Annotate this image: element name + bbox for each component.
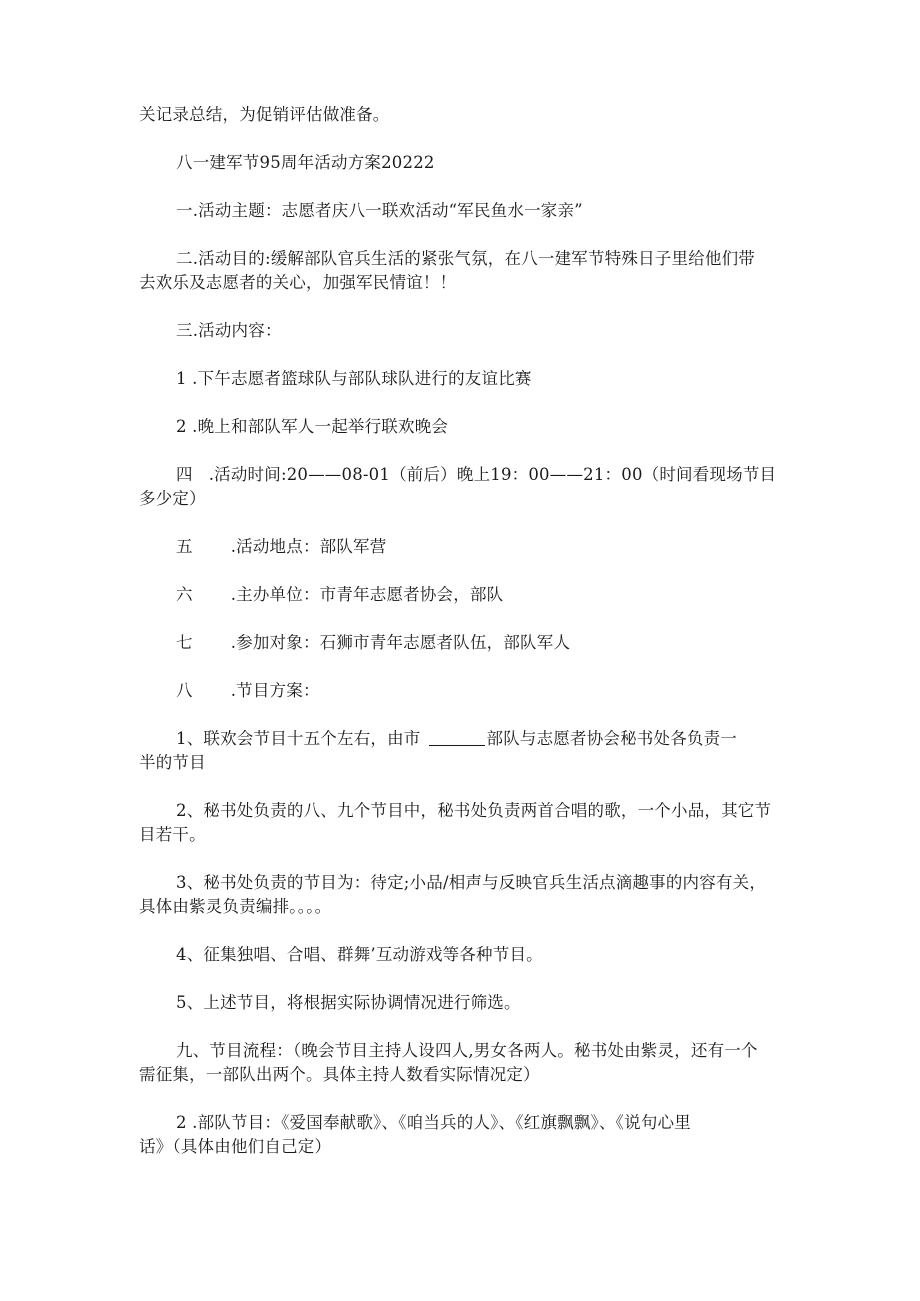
program-item-text: 部队与志愿者协会秘书处各负责一 bbox=[486, 729, 737, 748]
section-organizer bbox=[176, 584, 503, 606]
section-number: 六 bbox=[176, 585, 193, 604]
section-text: .节目方案： bbox=[230, 681, 320, 700]
section-purpose-line2: 去欢乐及志愿者的关心，加强军民情谊！！ bbox=[139, 273, 457, 292]
content-item-1: 1 .下午志愿者篮球队与部队球队进行的友谊比赛 bbox=[176, 369, 532, 388]
program-item-text: 1、联欢会节目十五个左右，由市 bbox=[176, 729, 421, 748]
section-number: 八 bbox=[176, 681, 193, 700]
section-venue bbox=[176, 536, 386, 558]
troop-program-line2: 话》（具体由他们自己定） bbox=[139, 1137, 332, 1156]
section-program bbox=[176, 680, 320, 702]
section-text: .参加对象：石狮市青年志愿者队伍，部队军人 bbox=[230, 633, 571, 652]
section-purpose-line1: 二.活动目的:缓解部队官兵生活的紧张气氛，在八一建军节特殊日子里给他们带 bbox=[176, 249, 756, 268]
section-text: .活动时间:20——08-01（前后）晚上19：00——21：00（时间看现场节目 bbox=[208, 465, 777, 484]
program-item-5: 5、上述节目，将根据实际协调情况进行筛选。 bbox=[176, 993, 521, 1012]
section-flow-line2: 需征集，一部队出两个。具体主持人数看实际情况定） bbox=[139, 1065, 540, 1084]
paragraph-continuation: 关记录总结，为促销评估做准备。 bbox=[139, 105, 390, 124]
program-item-2-line2: 目若干。 bbox=[139, 825, 206, 844]
section-flow-line1: 九、节目流程：（晚会节目主持人设四人,男女各两人。秘书处由紫灵，还有一个 bbox=[176, 1041, 758, 1060]
fill-in-blank bbox=[429, 729, 485, 746]
troop-program-line1: 2 .部队节目：《爱国奉献歌》、《咱当兵的人》、《红旗飘飘》、《说句心里 bbox=[176, 1113, 691, 1132]
section-number: 七 bbox=[176, 633, 193, 652]
program-item-3-line1: 3、秘书处负责的节目为：待定;小品/相声与反映官兵生活点滴趣事的内容有关， bbox=[176, 873, 767, 892]
program-item-1-line2: 半的节目 bbox=[139, 753, 206, 772]
section-text: .活动地点：部队军营 bbox=[230, 537, 387, 556]
program-item-1-line1 bbox=[176, 728, 737, 750]
content-item-2: 2 .晚上和部队军人一起举行联欢晚会 bbox=[176, 417, 449, 436]
section-number: 五 bbox=[176, 537, 193, 556]
section-participants bbox=[176, 632, 570, 654]
program-item-3-line2: 具体由紫灵负责编排。。。。 bbox=[139, 897, 332, 916]
program-item-4: 4、征集独唱、合唱、群舞’互动游戏等各种节目。 bbox=[176, 945, 543, 964]
section-time-line1 bbox=[176, 464, 776, 486]
section-time-line2: 多少定） bbox=[139, 489, 206, 508]
section-text: .主办单位：市青年志愿者协会，部队 bbox=[230, 585, 504, 604]
section-number: 四 bbox=[176, 465, 193, 484]
document-title: 八一建军节95周年活动方案20222 bbox=[176, 153, 435, 172]
section-content-heading: 三.活动内容： bbox=[176, 321, 282, 340]
program-item-2-line1: 2、秘书处负责的八、九个节目中，秘书处负责两首合唱的歌，一个小品，其它节 bbox=[176, 801, 772, 820]
section-theme: 一.活动主题：志愿者庆八一联欢活动“军民鱼水一家亲” bbox=[176, 201, 583, 220]
